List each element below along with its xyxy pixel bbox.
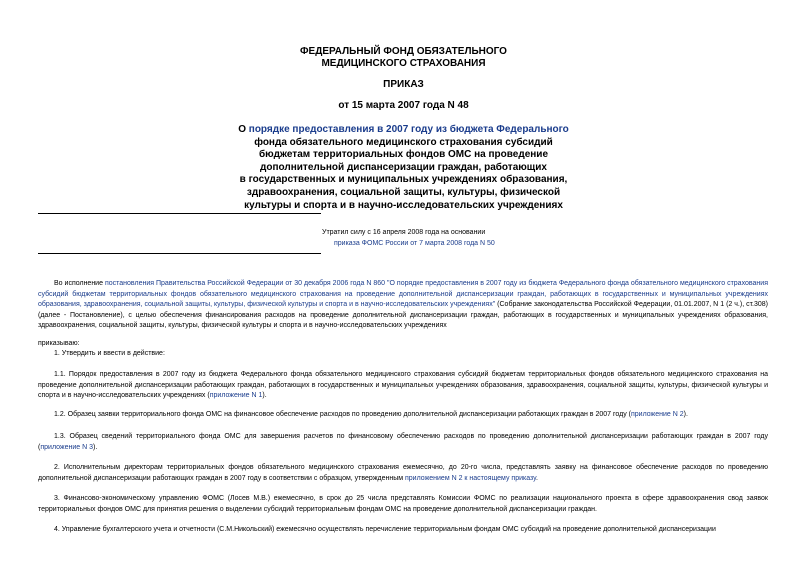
intro-rest: (Собрание законодательства Российской Федерации, 01.01.2007, N 1 (2 ч.), ст.308) (далее - Постановление), с целью обеспечения финансирования расходов на проведение дополнительной диспансеризации граждан, работающих в государственных и муниципальных учреждениях образования, здравоохранения, социальной защиты, культуры, физической культуры и спорта и в научно-исследовательских учреждениях	[38, 301, 768, 330]
title-line5: в государственных и муниципальных учреждениях образования,	[239, 174, 568, 186]
status-note-line1: Утратил силу с 16 апреля 2008 года на основании	[322, 229, 486, 236]
title-line3: бюджетам территориальных фондов ОМС на проведение	[258, 149, 549, 161]
doc-date: от 15 марта 2007 года N 48	[338, 100, 469, 111]
item-1-2: 1.2. Образец заявки территориального фонда ОМС на финансовое обеспечение расходов по проведению дополнительной диспансеризации работающих граждан в 2007 году (приложение N 2).	[54, 411, 688, 418]
item-4: 4. Управление бухгалтерского учета и отчетности (С.М.Никольский) ежемесячно осуществлять перечисление территориальным фондам ОМС субсидий на проведение дополнительной диспансеризации	[54, 526, 716, 533]
title-line6: здравоохранения, социальной защиты, культуры, физической	[246, 186, 561, 198]
status-note-line2	[322, 238, 742, 249]
title-line2: фонда обязательного медицинского страхования субсидий	[254, 136, 553, 148]
doc-title	[0, 124, 807, 212]
intro-prefix: Во исполнение	[54, 280, 105, 287]
doc-type: ПРИКАЗ	[383, 79, 424, 90]
item-1-3: 1.3. Образец сведений территориального фонда ОМС для завершения расчетов по финансовому обеспечению расходов по проведению дополнительной диспансеризации работающих граждан в 2007 году (приложение N 3).	[38, 433, 768, 451]
org-name-line2: МЕДИЦИНСКОГО СТРАХОВАНИЯ	[321, 58, 486, 69]
order-word: приказываю:	[38, 340, 80, 347]
item-2: 2. Исполнительным директорам территориальных фондов обязательного медицинского страхования ежемесячно, до 20-го числа, представлять заявку на финансовое обеспечение расходов по проведению дополнительной диспансеризации работающих граждан в 2007 году в соответствии с образцом, утвержденным приложением N 2 к настоящему приказу.	[38, 464, 768, 482]
intro-paragraph	[38, 279, 768, 332]
item-3: 3. Финансово-экономическому управлению ФОМС (Лосев М.В.) ежемесячно, в срок до 25 числа представлять Комиссии ФОМС по реализации национального проекта в сфере здравоохранения свод заявок территориальных фондов ОМС для принятия решения о выделении субсидий территориальным фондам ОМС на проведение дополнительной диспансеризации граждан.	[38, 495, 768, 513]
title-line1	[0, 124, 807, 137]
org-name-line1: ФЕДЕРАЛЬНЫЙ ФОНД ОБЯЗАТЕЛЬНОГО	[300, 46, 507, 57]
title-link[interactable]: порядке предоставления в 2007 году из бюджета Федерального	[248, 124, 569, 135]
divider-top	[38, 213, 321, 214]
appendix-1-link[interactable]: приложение N 1	[209, 392, 263, 400]
repeal-order-link[interactable]: приказа ФОМС России от 7 марта 2008 года N 50	[334, 240, 495, 247]
title-line4: дополнительной диспансеризации граждан, работающих	[260, 161, 547, 173]
divider-bottom	[38, 253, 321, 254]
appendix-3-link[interactable]: приложение N 3	[40, 443, 93, 451]
resolution-link[interactable]: постановления Правительства Российской Федерации от 30 декабря 2006 года N 860 "О порядке предоставления в 2007 году из бюджета Федерального фонда обязательного медицинского страхования субсидий бюджетам территориальных фондов обязательного медицинского страхования на проведение дополнительной диспансеризации граждан, работающих в государственных и муниципальных учреждениях образования, здравоохранения, социальной защиты, культуры, физической культуры и спорта и в научно-исследовательских учреждениях"	[38, 280, 768, 309]
item-1: 1. Утвердить и ввести в действие:	[54, 350, 165, 357]
status-note	[322, 227, 742, 249]
appendix-2-link[interactable]: приложение N 2	[630, 411, 684, 418]
title-line7: культуры и спорта и в научно-исследовательских учреждениях	[244, 199, 563, 211]
title-prefix: О	[238, 124, 249, 135]
appendix-2-order-link[interactable]: приложением N 2 к настоящему приказу	[405, 474, 536, 482]
item-1-1: 1.1. Порядок предоставления в 2007 году из бюджета Федерального фонда обязательного медицинского страхования субсидий бюджетам территориальных фондов обязательного медицинского страхования на проведение дополнительной диспансеризации работающих граждан, работающих в государственных и муниципальных учреждениях образования, здравоохранения, социальной защиты, культуры, физической культуры и спорта и в научно-исследовательских учреждениях (приложение N 1).	[38, 371, 768, 400]
